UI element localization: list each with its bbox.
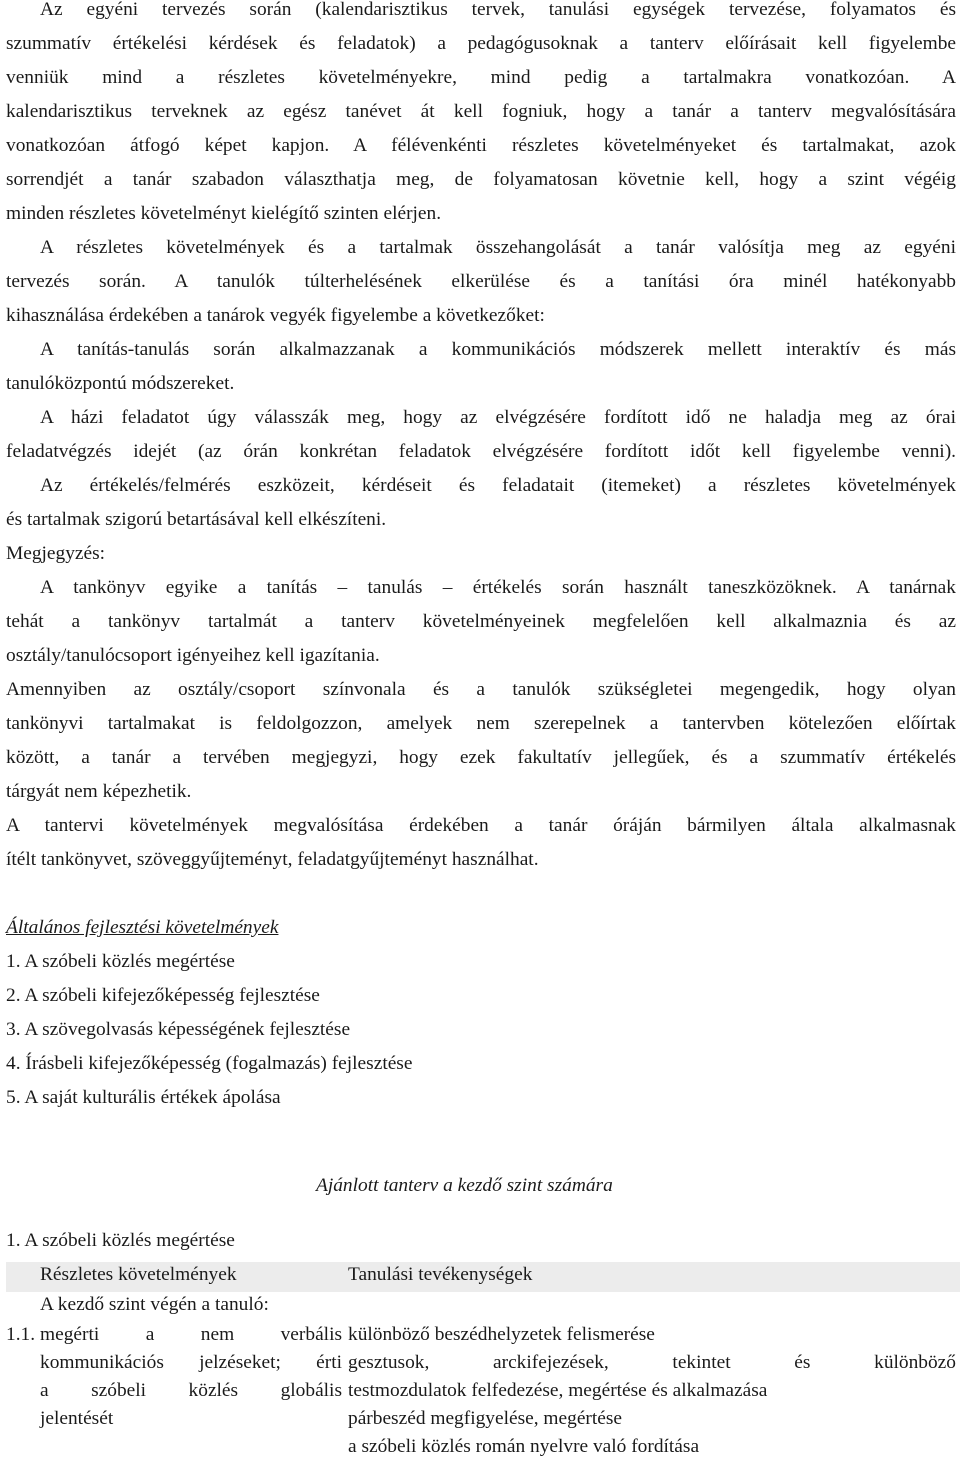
text-line: kalendarisztikus terveknek az egész tanévet át kell fogniuk, hogy a tanár a tanterv megvalósítására [6, 101, 956, 122]
text-line: tehát a tankönyv tartalmát a tanterv követelményeinek megfelelően kell alkalmaznia és az [6, 611, 956, 632]
text-line: venniük mind a részletes követelményekre, mind pedig a tartalmakra vonatkozóan. A [6, 67, 956, 88]
text-line: feladatvégzés idejét (az órán konkrétan feladatok elvégzésére fordított időt kell figyelembe venni). [6, 441, 956, 462]
text-line: A részletes követelmények és a tartalmak összehangolását a tanár valósítja meg az egyéni [40, 237, 956, 258]
text-line: osztály/tanulócsoport igényeihez kell igazítania. [6, 645, 380, 666]
text-line: tervezés során. A tanulók túlterhelésének elkerülése és a tanítási óra minél hatékonyabb [6, 271, 956, 292]
text-line: szummatív értékelési kérdések és feladatok) a pedagógusoknak a tanterv előírásait kell figyelembe [6, 33, 956, 54]
col2-line-2: gesztusok, arckifejezések, tekintet és különböző [348, 1352, 956, 1373]
general-requirements [6, 911, 506, 1115]
text-line: A tanítás-tanulás során alkalmazzanak a kommunikációs módszerek mellett interaktív és más [40, 339, 956, 360]
text-line: A tankönyv egyike a tanítás – tanulás – értékelés során használt taneszközöknek. A tanárnak [40, 577, 956, 598]
text-line: és tartalmak szigorú betartásával kell elkészíteni. [6, 509, 387, 530]
col1-line-4: jelentését [40, 1408, 114, 1429]
text-line: vonatkozóan átfogó képet kapjon. A félévenkénti részletes követelményeket és tartalmakat, azok [6, 135, 956, 156]
col2-line-4: párbeszéd megfigyelése, megértése [348, 1408, 623, 1429]
requirement-item-2: 2. A szóbeli kifejezőképesség fejlesztése [6, 985, 320, 1006]
col1-line-3: a szóbeli közlés globális [40, 1380, 342, 1401]
col2-line-1: különböző beszédhelyzetek felismerése [348, 1324, 655, 1345]
requirement-item-1: 1. A szóbeli közlés megértése [6, 951, 235, 972]
row-number: 1.1. [6, 1324, 36, 1345]
text-line: A házi feladatot úgy válasszák meg, hogy az elvégzésére fordított idő ne haladja meg az órai [40, 407, 956, 428]
requirement-item-5: 5. A saját kulturális értékek ápolása [6, 1087, 281, 1108]
general-requirements-heading: Általános fejlesztési követelmények [6, 917, 279, 938]
curriculum-title: Ajánlott tanterv a kezdő szint számára [316, 1175, 613, 1196]
requirement-item-4: 4. Írásbeli kifejezőképesség (fogalmazás) fejlesztése [6, 1053, 413, 1074]
text-line: tanulóközpontú módszereket. [6, 373, 235, 394]
text-line: tankönyvi tartalmakat is feldolgozzon, amelyek nem szerepelnek a tantervben kötelezően előírtak [6, 713, 956, 734]
col2-header: Tanulási tevékenységek [348, 1264, 533, 1285]
col1-line-1: megérti a nem verbális [40, 1324, 342, 1345]
col1-header: Részletes követelmények [40, 1264, 237, 1285]
requirements-table [6, 1262, 960, 1457]
text-line: Az értékelés/felmérés eszközeit, kérdéseit és feladatait (itemeket) a részletes követelmények [40, 475, 956, 496]
body-paragraphs [6, 0, 956, 877]
text-line: Az egyéni tervezés során (kalendarisztikus tervek, tanulási egységek tervezése, folyamatos és [40, 0, 956, 20]
text-line: minden részletes követelményt kielégítő szinten elérjen. [6, 203, 442, 224]
text-line: között, a tanár a tervében megjegyzi, hogy ezek fakultatív jellegűek, és a szummatív értékelés [6, 747, 956, 768]
table-subheader: A kezdő szint végén a tanuló: [40, 1294, 269, 1315]
col2-line-5: a szóbeli közlés román nyelvre való fordítása [348, 1436, 700, 1457]
requirement-item-3: 3. A szövegolvasás képességének fejlesztése [6, 1019, 351, 1040]
text-line: Megjegyzés: [6, 543, 106, 564]
text-line: sorrendjét a tanár szabadon választhatja meg, de folyamatosan követnie kell, hogy a szint végéig [6, 169, 956, 190]
text-line: ítélt tankönyvet, szöveggyűjteményt, feladatgyűjteményt használhat. [6, 849, 539, 870]
text-line: kihasználása érdekében a tanárok vegyék figyelembe a következőket: [6, 305, 545, 326]
text-line: Amennyiben az osztály/csoport színvonala és a tanulók szükségletei megengedik, hogy olyan [6, 679, 956, 700]
text-line: A tantervi követelmények megvalósítása érdekében a tanár óráján bármilyen általa alkalmasnak [6, 815, 956, 836]
text-line: tárgyát nem képezhetik. [6, 781, 192, 802]
col1-line-2: kommunikációs jelzéseket; érti [40, 1352, 342, 1373]
table-header [6, 1262, 960, 1292]
col2-line-3: testmozdulatok felfedezése, megértése és alkalmazása [348, 1380, 768, 1401]
section-heading: 1. A szóbeli közlés megértése [6, 1230, 235, 1251]
